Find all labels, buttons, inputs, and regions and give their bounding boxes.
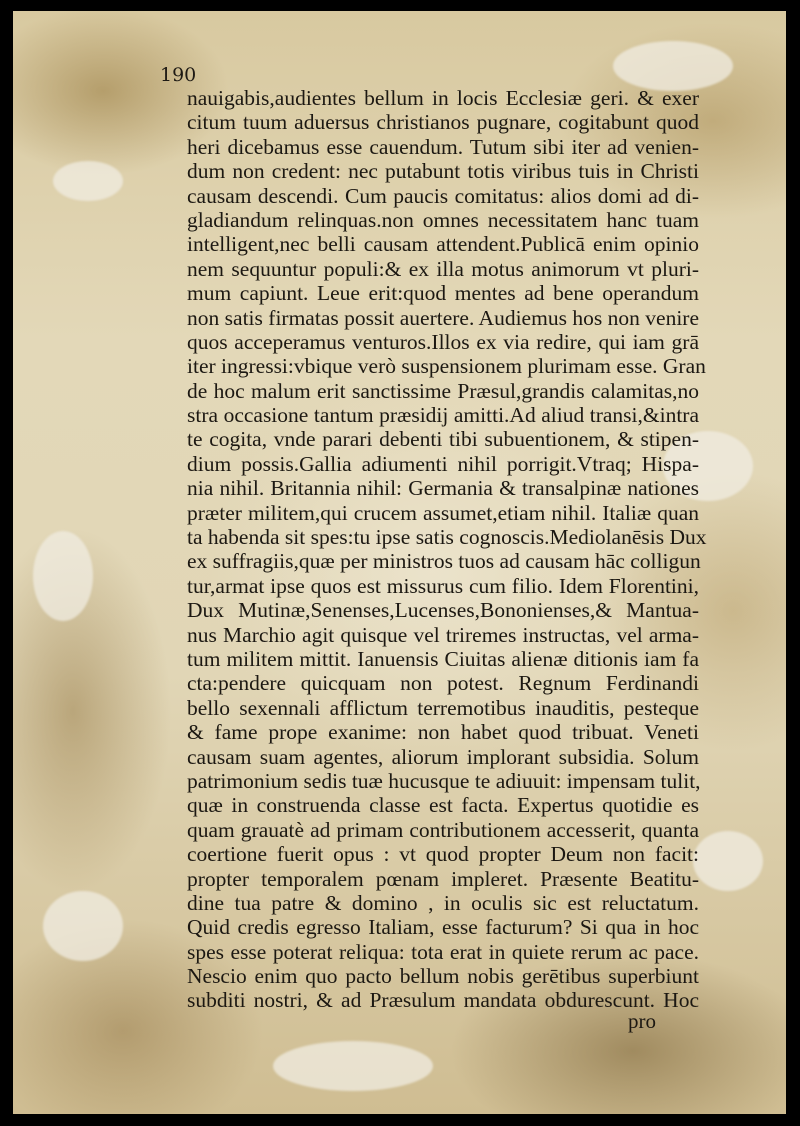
text-line: subditi nostri, & ad Præsulum mandata obdurescunt. Hoc [187, 988, 699, 1013]
text-line: ta habenda sit spes:tu ipse satis cognoscis.Mediolanēsis Dux [187, 525, 707, 550]
text-line: iter ingressi:vbique verò suspensionem plurimam esse. Gran [187, 354, 706, 379]
text-line: non satis firmatas possit auertere. Audiemus hos non venire [187, 305, 699, 330]
text-line: cta:pendere quicquam non potest. Regnum Ferdinandi [187, 671, 699, 696]
text-line: dium possis.Gallia adiumenti nihil porrigit.Vtraq; Hispa- [187, 451, 699, 476]
text-line: nus Marchio agit quisque vel triremes instructas, vel arma- [187, 622, 699, 647]
paper-stain [33, 531, 93, 621]
text-line: quæ in construenda classe est facta. Expertus quotidie es [187, 793, 699, 818]
paper-stain [613, 41, 733, 91]
text-line: dine tua patre & domino , in oculis sic est reluctatum. [187, 890, 699, 915]
text-line: & fame prope exanime: non habet quod tribuat. Veneti [187, 720, 699, 745]
text-line: heri dicebamus esse cauendum. Tutum sibi iter ad venien- [187, 134, 699, 159]
text-line: bello sexennali afflictum terremotibus inauditis, pesteque [187, 695, 699, 720]
book-page [13, 11, 786, 1114]
latin-text-block [187, 86, 707, 1013]
text-line: intelligent,nec belli causam attendent.Publicā enim opinio [187, 232, 699, 257]
text-line: quos acceperamus venturos.Illos ex via redire, qui iam grā [187, 329, 699, 354]
text-line: propter temporalem pœnam impleret. Præsente Beatitu- [187, 866, 699, 891]
paper-stain [53, 161, 123, 201]
text-line: causam suam agentes, aliorum implorant subsidia. Solum [187, 744, 699, 769]
text-line: causam descendi. Cum paucis comitatus: alios domi ad di- [187, 183, 699, 208]
text-line: coertione fuerit opus : vt quod propter Deum non facit: [187, 842, 699, 867]
text-line: præter militem,qui crucem assumet,etiam nihil. Italiæ quan [187, 500, 699, 525]
text-line: stra occasione tantum præsidij amitti.Ad aliud transi,&intra [187, 403, 699, 428]
text-line: te cogita, vnde parari debenti tibi subuentionem, & stipen- [187, 427, 699, 452]
paper-stain [273, 1041, 433, 1091]
text-line: Dux Mutinæ,Senenses,Lucenses,Bononienses,& Mantua- [187, 598, 699, 623]
text-line: mum capiunt. Leue erit:quod mentes ad bene operandum [187, 281, 699, 306]
text-line: tur,armat ipse quos est missurus cum filio. Idem Florentini, [187, 573, 699, 598]
catchword: pro [628, 1009, 656, 1033]
text-line: patrimonium sedis tuæ hucusque te adiuuit: impensam tulit, [187, 768, 701, 793]
text-line: de hoc malum erit sanctissime Præsul,grandis calamitas,no [187, 378, 699, 403]
text-line: Quid credis egresso Italiam, esse facturum? Si qua in hoc [187, 915, 699, 940]
text-line: gladiandum relinquas.non omnes necessitatem hanc tuam [187, 207, 699, 232]
text-line: Nescio enim quo pacto bellum nobis gerētibus superbiunt [187, 964, 699, 989]
paper-stain [693, 831, 763, 891]
text-line: nia nihil. Britannia nihil: Germania & transalpinæ nationes [187, 476, 699, 501]
text-line: citum tuum aduersus christianos pugnare, cogitabunt quod [187, 110, 699, 135]
text-line: tum militem mittit. Ianuensis Ciuitas alienæ ditionis iam fa [187, 646, 699, 671]
text-line: quam grauatè ad primam contributionem accesserit, quanta [187, 817, 699, 842]
paper-stain [43, 891, 123, 961]
text-line: nauigabis,audientes bellum in locis Ecclesiæ geri. & exer [187, 86, 699, 110]
text-line: spes esse poterat reliqua: tota erat in quiete rerum ac pace. [187, 939, 699, 964]
text-line: nem sequuntur populi:& ex illa motus animorum vt pluri- [187, 256, 699, 281]
page-number: 190 [160, 64, 197, 86]
text-line: dum non credent: nec putabunt totis viribus tuis in Christi [187, 159, 699, 184]
text-line: ex suffragiis,quæ per ministros tuos ad causam hāc colligun [187, 549, 701, 574]
